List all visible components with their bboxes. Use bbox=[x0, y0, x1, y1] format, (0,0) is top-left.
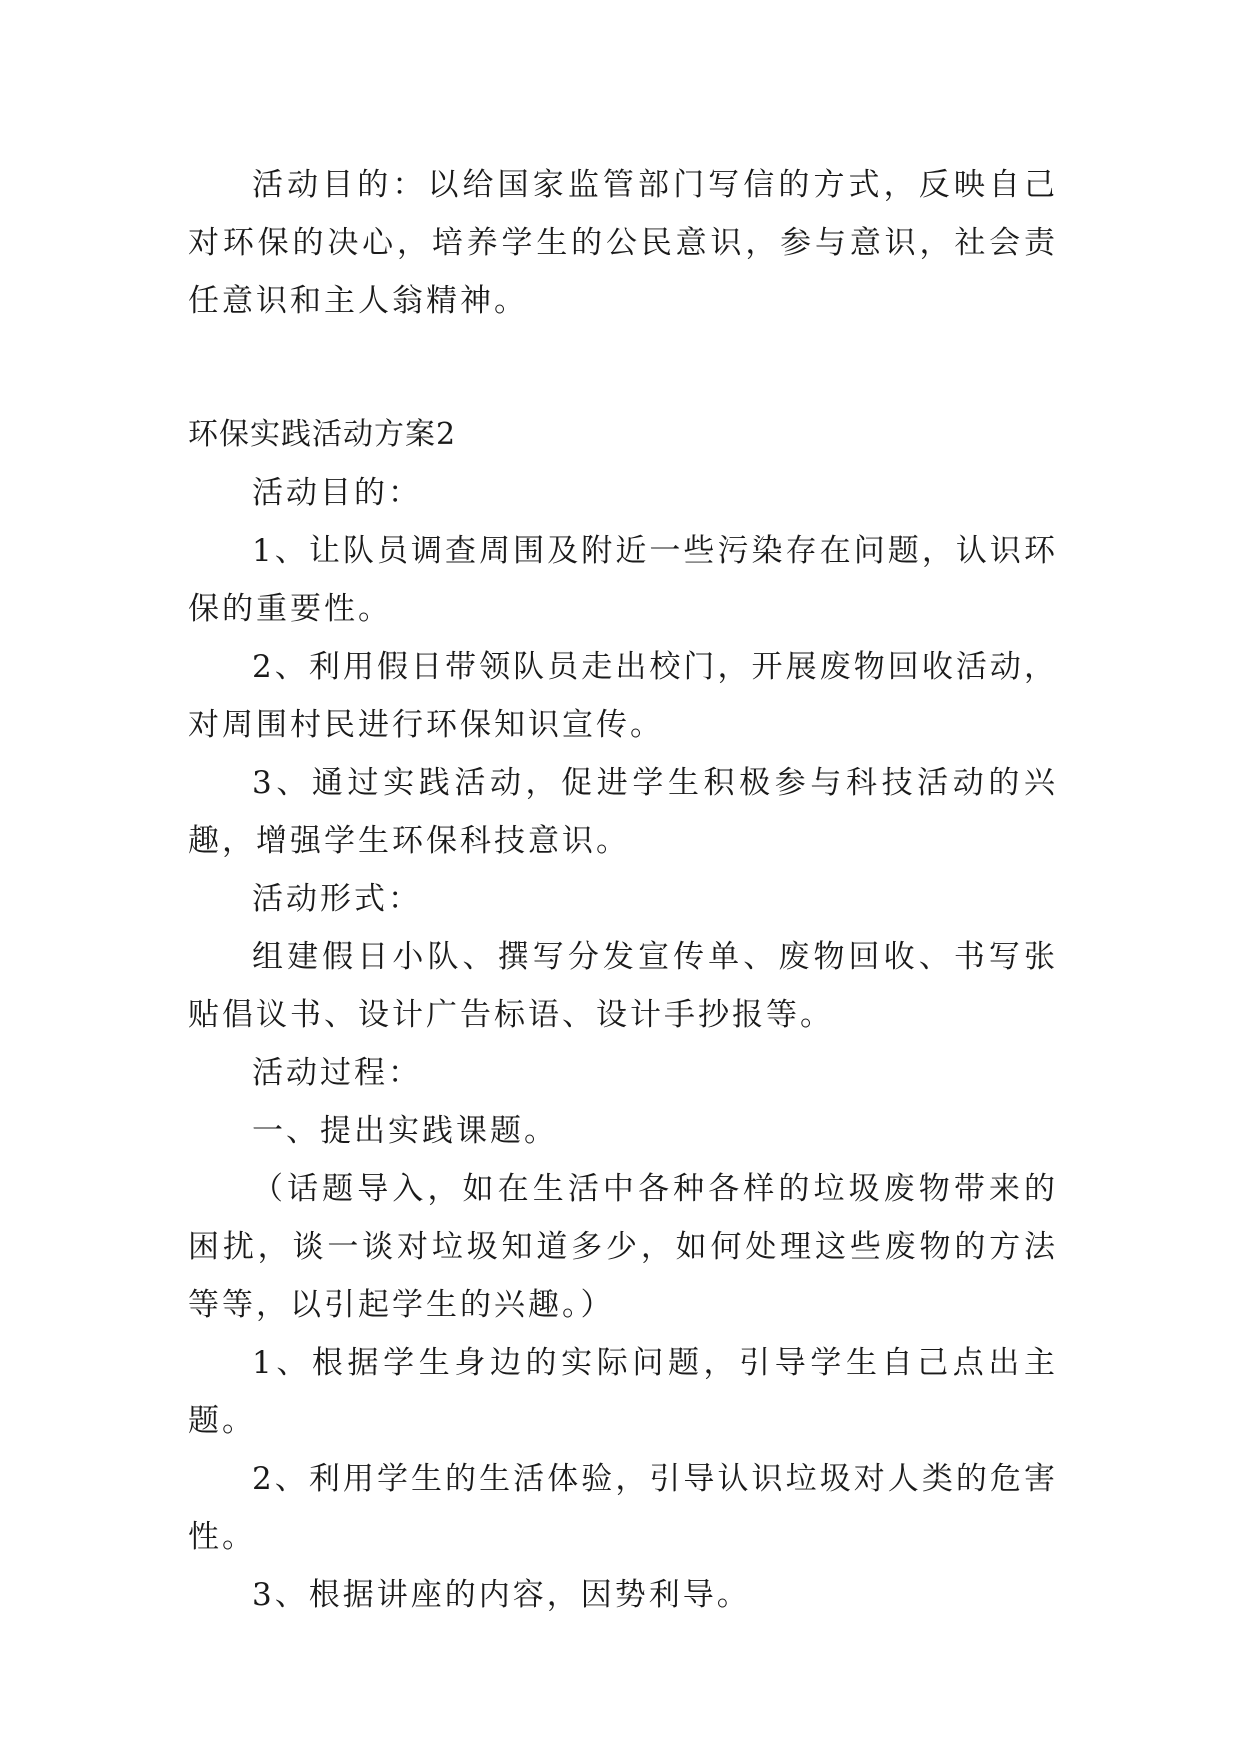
paragraph-goal-3: 3、通过实践活动，促进学生积极参与科技活动的兴趣，增强学生环保科技意识。 bbox=[188, 765, 1058, 859]
document-body bbox=[188, 156, 1058, 1624]
paragraph-goal-heading: 活动目的： bbox=[252, 475, 422, 511]
paragraph-step-one: 一、提出实践课题。 bbox=[252, 1113, 558, 1149]
paragraph-form-heading: 活动形式： bbox=[252, 881, 422, 917]
section-title: 环保实践活动方案2 bbox=[188, 417, 457, 452]
paragraph-goal-1: 1、让队员调查周围及附近一些污染存在问题，认识环保的重要性。 bbox=[188, 533, 1058, 627]
intro-paragraph: 活动目的：以给国家监管部门写信的方式，反映自己对环保的决心，培养学生的公民意识，参与意识，社会责任意识和主人翁精神。 bbox=[188, 167, 1058, 319]
paragraph-process-heading: 活动过程： bbox=[252, 1055, 422, 1091]
paragraph-step-2: 2、利用学生的生活体验，引导认识垃圾对人类的危害性。 bbox=[188, 1461, 1058, 1555]
paragraph-step-3: 3、根据讲座的内容，因势利导。 bbox=[252, 1577, 751, 1613]
paragraph-form-content: 组建假日小队、撰写分发宣传单、废物回收、书写张贴倡议书、设计广告标语、设计手抄报等。 bbox=[188, 939, 1058, 1033]
paragraph-goal-2: 2、利用假日带领队员走出校门，开展废物回收活动，对周围村民进行环保知识宣传。 bbox=[188, 649, 1058, 743]
paragraph-topic-intro: （话题导入，如在生活中各种各样的垃圾废物带来的困扰，谈一谈对垃圾知道多少，如何处理这些废物的方法等等，以引起学生的兴趣。） bbox=[188, 1171, 1058, 1323]
paragraph-step-1: 1、根据学生身边的实际问题，引导学生自己点出主题。 bbox=[188, 1345, 1058, 1439]
